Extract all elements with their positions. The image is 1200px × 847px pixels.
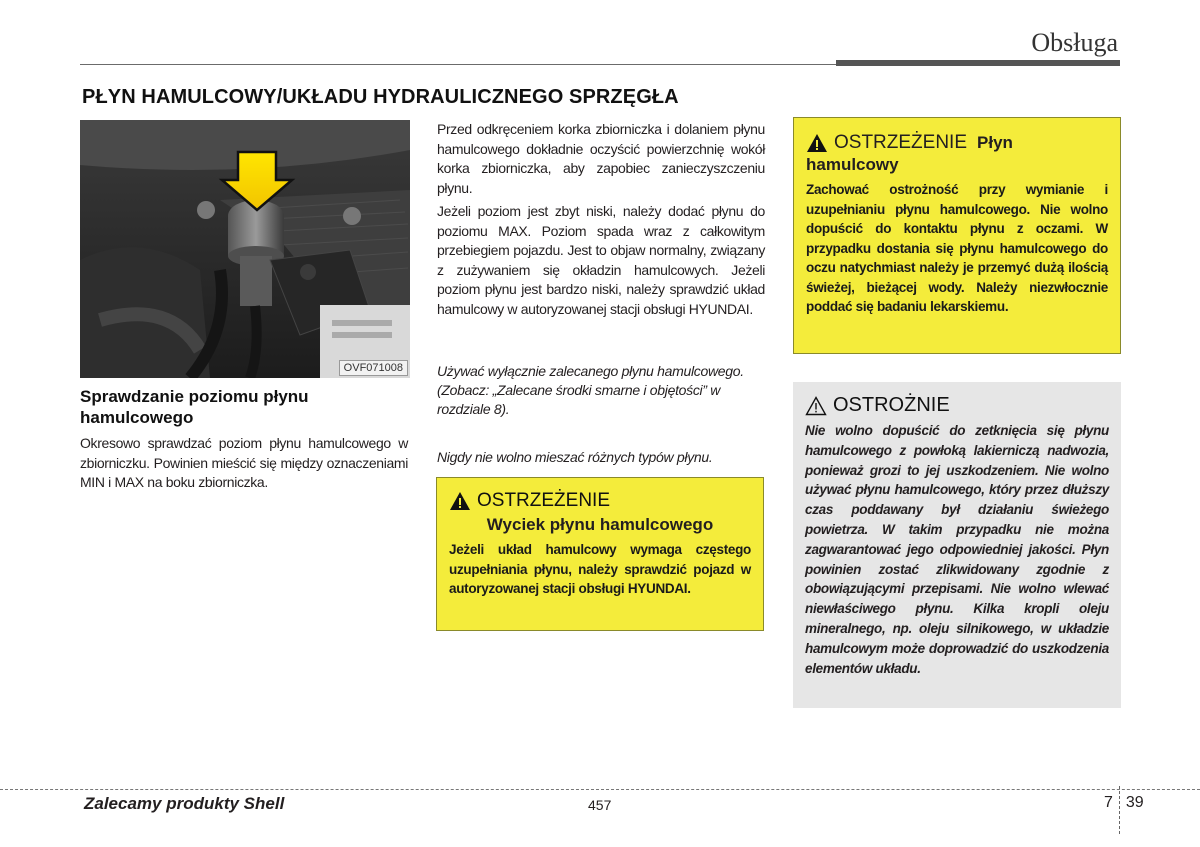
middle-note-fluid: Używać wyłącznie zalecanego płynu hamulcowego. (Zobacz: „Zalecane środki smarne i objętości” w rozdziale 8). [437, 363, 744, 417]
middle-paragraph-2: Jeżeli poziom jest zbyt niski, należy dodać płynu do poziomu MAX. Poziom spada wraz z całkowitym przebiegiem pojazdu. Jest to objaw normalny, związany z zużywaniem się okładzin hamulcowych. Jeżeli poziom płynu jest bardzo niski, należy sprawdzić układ hamulcowy w autoryzowanej stacji obsługi HYUNDAI. [437, 203, 765, 317]
middle-text [437, 120, 765, 323]
middle-paragraph-1: Przed odkręceniem korka zbiorniczka i dolaniem płynu hamulcowego dokładnie oczyścić powierzchnię wokół korka zbiorniczka, aby zapobiec zanieczyszczeniu płynu. [437, 121, 765, 196]
subheading: Sprawdzanie poziomu płynu hamulcowego [80, 387, 309, 427]
warning-heading [806, 132, 1108, 154]
warning-heading-tail: Płyn [977, 133, 1013, 152]
warning-icon [806, 133, 828, 153]
caution-heading [805, 394, 1109, 417]
warning-heading-text: OSTRZEŻENIE [477, 490, 611, 511]
body-left: Okresowo sprawdzać poziom płynu hamulcowego w zbiorniczku. Powinien mieścić się między oznaczeniami MIN i MAX na boku zbiorniczka. [80, 435, 408, 490]
warning-box-fluid [793, 117, 1121, 354]
chapter-number: 7 [1104, 794, 1113, 811]
caution-icon [805, 396, 827, 416]
engine-photo [80, 120, 410, 378]
warning-subheading: Wyciek płynu hamulcowego [486, 515, 714, 534]
warning-subheading: hamulcowy [806, 155, 899, 174]
page-title: PŁYN HAMULCOWY/UKŁADU HYDRAULICZNEGO SPRZĘGŁA [82, 86, 679, 108]
warning-icon [449, 491, 471, 511]
header-rule-thick [836, 60, 1120, 66]
photo-code: OVF071008 [339, 360, 408, 376]
engine-photo-drawing [80, 120, 410, 378]
caution-box [793, 382, 1121, 708]
footer-slogan: Zalecamy produkty Shell [84, 794, 285, 813]
caution-heading-text: OSTROŻNIE [833, 394, 950, 416]
warning-heading [449, 490, 751, 512]
footer-divider [0, 789, 1200, 790]
chapter-page-number: 39 [1125, 794, 1144, 811]
middle-note-mixing: Nigdy nie wolno mieszać różnych typów płynu. [437, 449, 713, 465]
warning-box-leak [436, 477, 764, 631]
header-rule [80, 64, 836, 65]
section-title: Obsługa [1031, 28, 1118, 57]
warning-heading-text: OSTRZEŻENIE [834, 132, 968, 153]
warning-body: Zachować ostrożność przy wymianie i uzupełnianiu płynu hamulcowego. Nie wolno dopuścić do kontaktu płynu z oczami. W przypadku dostania się płynu hamulcowego do oczu natychmiast należy je przemyć dużą ilością świeżej, bieżącej wody. Należy niezwłocznie poddać się badaniu lekarskiemu. [806, 182, 1108, 314]
caution-body: Nie wolno dopuścić do zetknięcia się płynu hamulcowego z powłoką lakierniczą nadwozia, ponieważ grozi to jej uszkodzeniem. Nie wolno używać płynu hamulcowego, który przez dłuższy czas poddawany był działaniu świeżego powietrza. W takim przypadku nie można zagwarantować jego odpowiedniej jakości. Płyn powinien zostać zlikwidowany zgodnie z obowiązującymi przepisami. Nie wolno wlewać niewłaściwego płynu. Kilka kropli oleju mineralnego, np. oleju silnikowego, w układzie hamulcowym może doprowadzić do uszkodzenia elementów układu. [805, 423, 1109, 676]
chapter-page [1104, 794, 1144, 842]
page-number: 457 [588, 797, 612, 813]
warning-body: Jeżeli układ hamulcowy wymaga częstego uzupełniania płynu, należy sprawdzić pojazd w autoryzowanej stacji obsługi HYUNDAI. [449, 542, 751, 596]
